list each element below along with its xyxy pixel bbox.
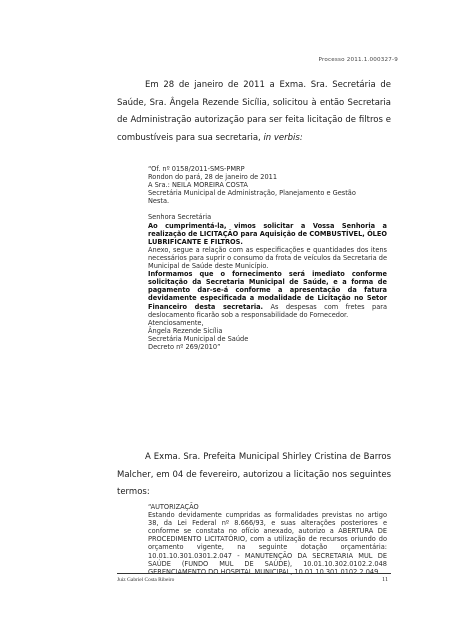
letter-body-1 <box>148 222 387 246</box>
paragraph-request-text: Em 28 de janeiro de 2011 a Exma. Sra. Secretária de Saúde, Sra. Ângela Rezende Sicília, solicitou à então Secretaria de Administração autorização para ser feita licitação de filtros e combustíveis para sua secretaria, <box>117 80 391 143</box>
paragraph-authorization-text: A Exma. Sra. Prefeita Municipal Shirley Cristina de Barros Malcher, em 04 de fevereiro, autorizou a licitação nos seguintes termos: <box>117 452 391 497</box>
paragraph-authorization <box>117 449 391 502</box>
paragraph-request <box>117 77 391 147</box>
letter-freight-text: As despesas com fretes para deslocamento ficarão sob a responsabilidade do Fornecedor. <box>148 302 388 319</box>
page-number: 11 <box>382 576 389 583</box>
process-number: Processo 2011.1.000327-9 <box>318 57 398 63</box>
paragraph-request-italic: in verbis: <box>263 132 303 143</box>
quote-authorization <box>148 503 387 576</box>
letter-body-3 <box>148 270 387 319</box>
letter-request-bold: Ao cumprimentá-la, vimos solicitar a Vossa Senhoria a realização de LICITAÇÃO para Aquisição de COMBUSTÍVEL, ÓLEO LUBRIFICANTE E FILTROS. <box>148 221 387 246</box>
authorization-body: Estando devidamente cumpridas as formalidades previstas no artigo 38, da Lei Federal nº 8.666/93, e suas alterações posteriores e conforme se constata no ofício anexado, autorizo a ABERTURA DE PROCEDIMENTO LICITATÓRIO, com a utilização de recursos oriundo do orçamento vigente, na seguinte dotação orçamentária: 10.01.10.301.0301.2.047 - MANUTENÇÃO DA SECRETARIA MUL DE SAÚDE (FUNDO MUL DE SAÚDE), 10.01.10.302.0102.2.048 GERENCIAMENTO DO HOSPITAL MUNICIPAL, 10.01.10.301.0102.2.049 <box>148 511 387 576</box>
letter-decree: Decreto nº 269/2010” <box>148 342 221 351</box>
letter-addressee: A Sra.: NEILA MOREIRA COSTA <box>148 181 248 190</box>
letter-nesta: Nesta. <box>148 197 170 206</box>
letter-salutation: Senhora Secretária <box>148 213 212 222</box>
quote-office-letter <box>148 165 387 351</box>
letter-closing: Atenciosamente, <box>148 318 204 327</box>
letter-body-2: Anexo, segue a relação com as especificações e quantidades dos itens necessários para suprir o consumo da frota de veículos da Secretaria de Municipal de Saúde deste Município. <box>148 245 387 271</box>
authorization-title: “AUTORIZAÇÃO <box>148 503 199 511</box>
footer-divider <box>117 573 391 574</box>
letter-addressee-role: Secretária Municipal de Administração, Planejamento e Gestão <box>148 189 356 198</box>
letter-signer-role: Secretária Municipal de Saúde <box>148 334 249 343</box>
letter-signer: Ângela Rezende Sicília <box>148 326 223 335</box>
letter-ref: “Of. nº 0158/2011-SMS-PMRP <box>148 165 245 173</box>
letter-payment-bold: Informamos que o fornecimento será imediato conforme solicitação da Secretaria Municipal de Saúde, e a forma de pagamento dar-se-á conforme a apresentação da fatura devidamente especificada a modalidade de Licitação no Setor Financeiro desta secretaria. <box>148 270 387 311</box>
spacer <box>148 205 387 213</box>
footer-judge-name: Juiz Gabriel Costa Ribeiro <box>117 577 175 583</box>
letter-date: Rondon do pará, 28 de janeiro de 2011 <box>148 173 278 182</box>
